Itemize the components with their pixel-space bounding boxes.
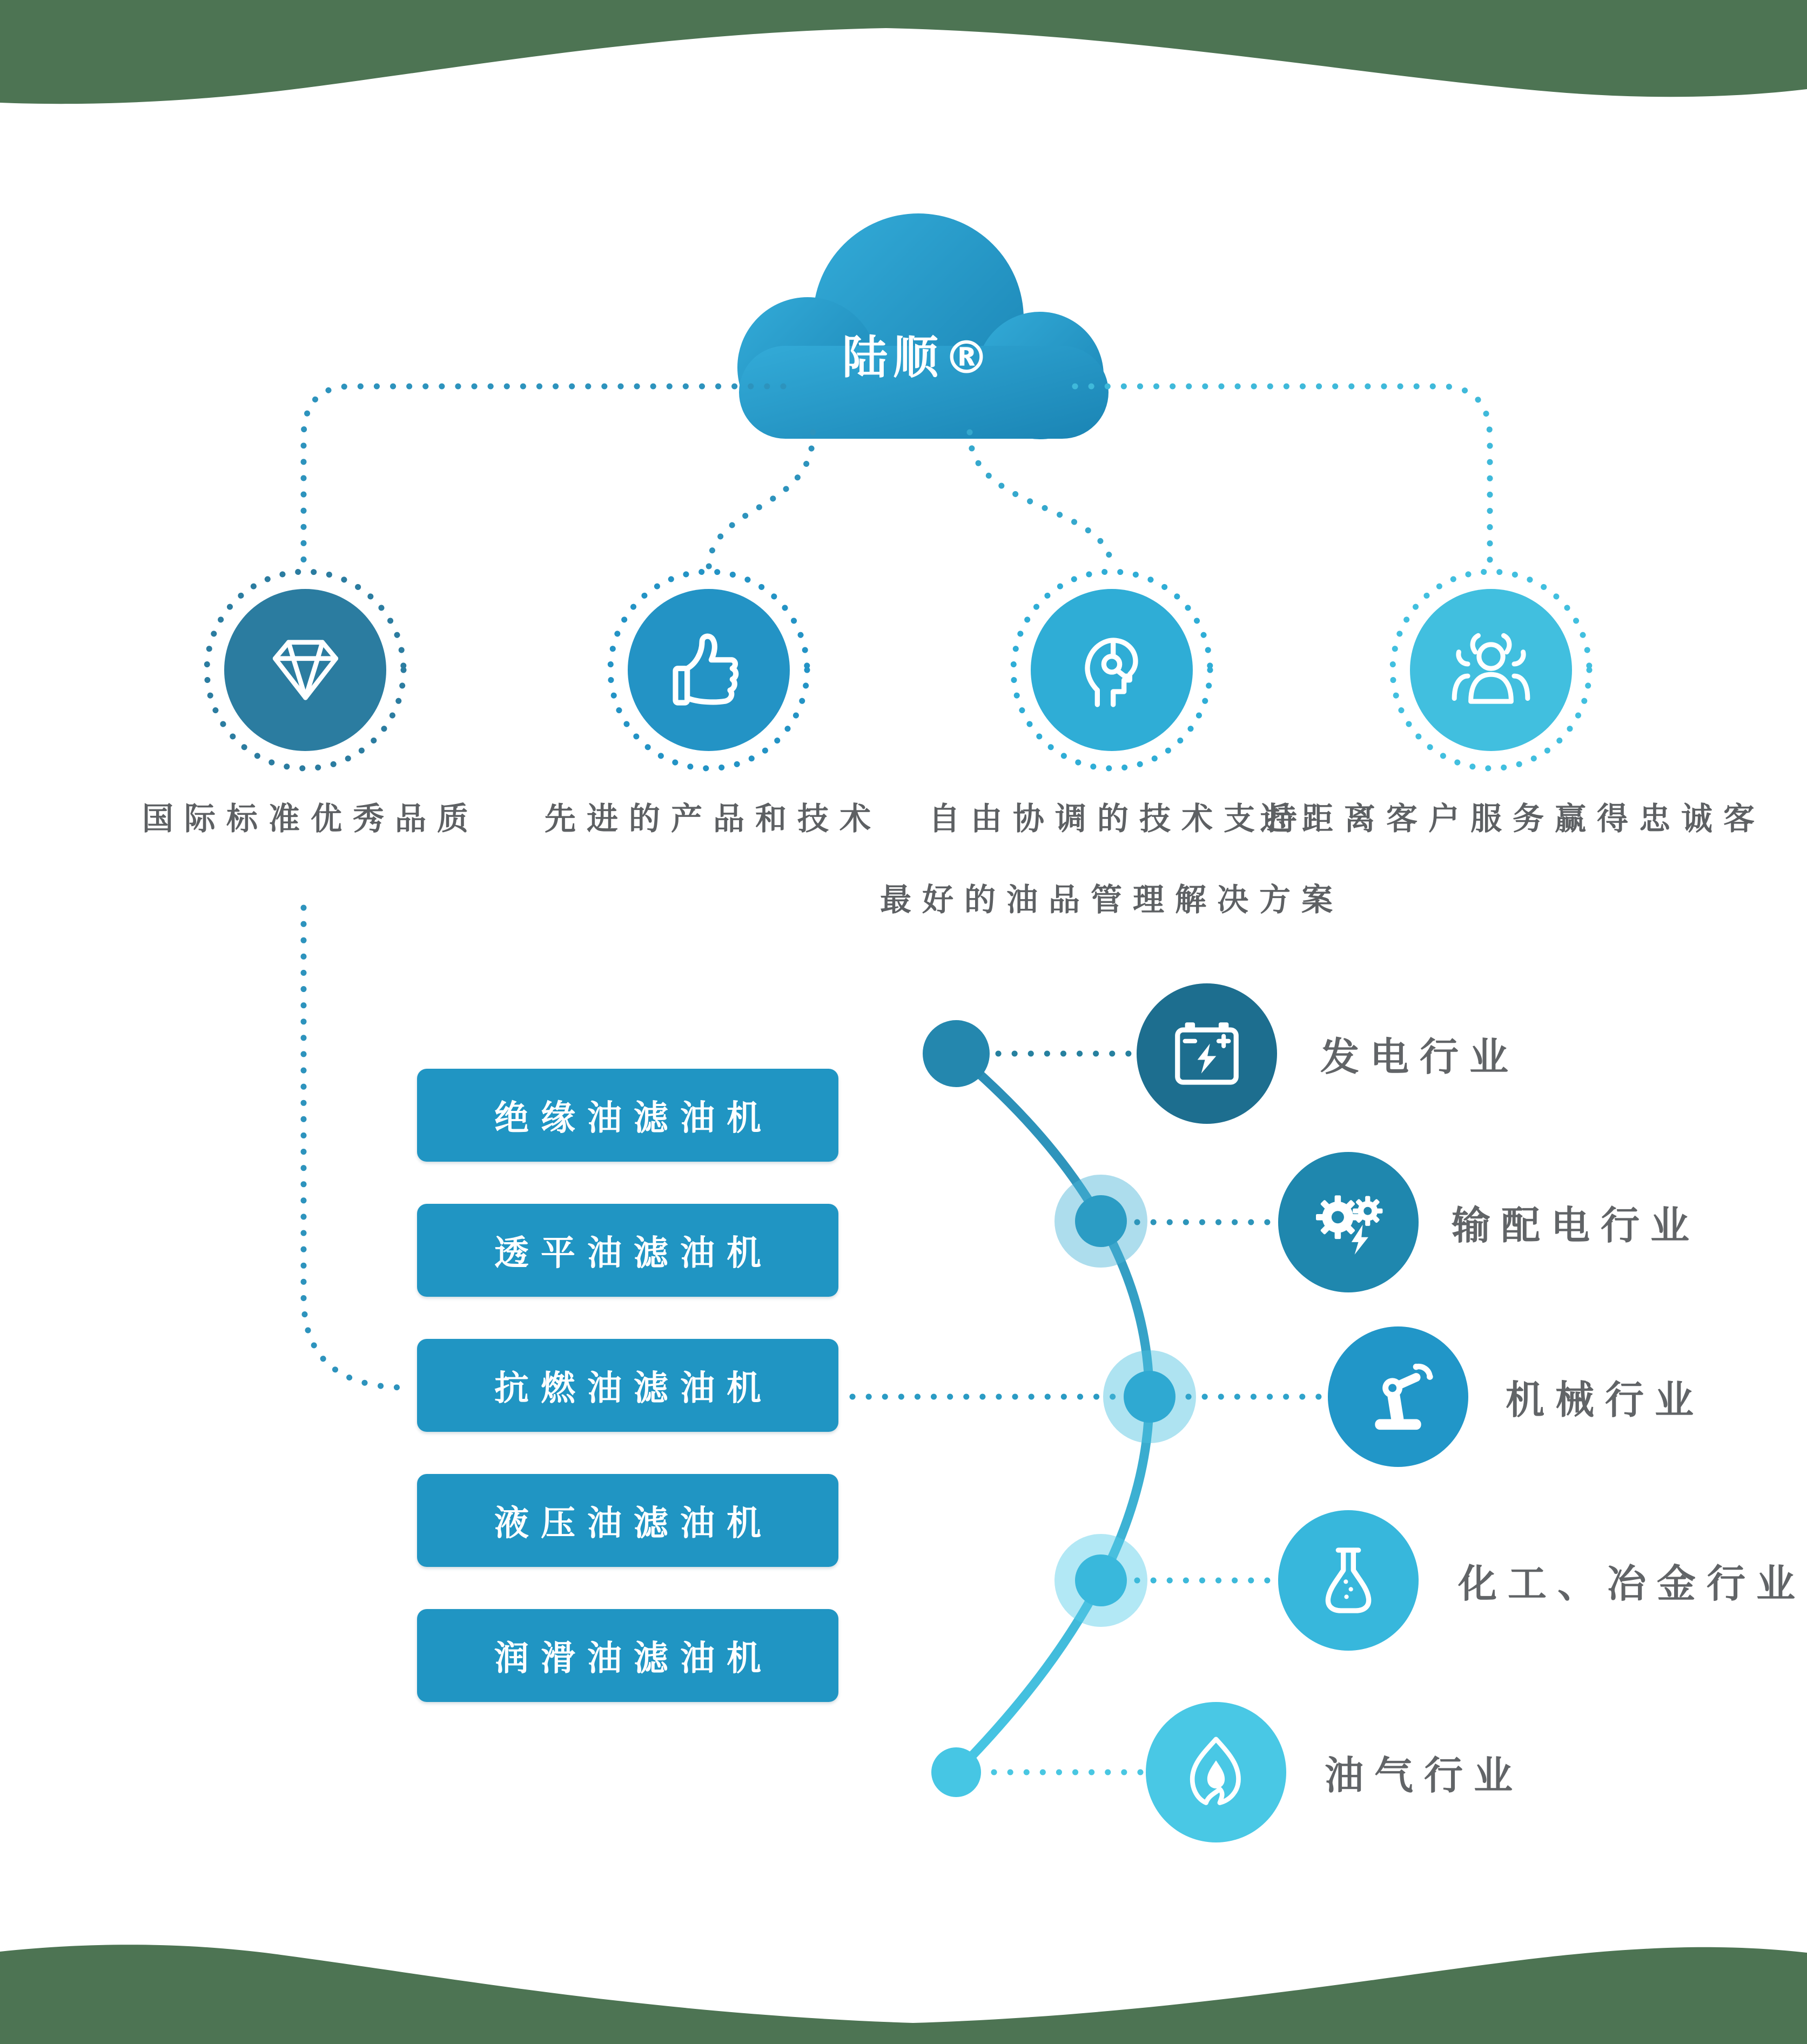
thumbs-up-icon [664,629,754,711]
flask-icon [1311,1543,1386,1618]
product-button-turbine-oil[interactable] [417,1204,838,1297]
gears-icon [1308,1184,1389,1260]
battery-icon [1166,1017,1247,1090]
feature-label-service: 近距离客户服务赢得忠诚客 [1259,800,1766,837]
industry-label-power: 发电行业 [1320,1034,1520,1080]
feature-sublabel-support: 最好的油品管理解决方案 [879,881,1344,918]
industry-circle-chemical [1278,1510,1419,1651]
product-button-label: 液压油滤油机 [494,1504,773,1544]
product-button-label: 透平油滤油机 [494,1234,773,1274]
industry-circle-transmission [1278,1152,1419,1292]
feature-label-quality: 国际标准优秀品质 [142,800,480,837]
product-button-lubricating-oil[interactable] [417,1609,838,1702]
feature-label-products: 先进的产品和技术 [544,800,882,837]
product-button-label: 抗燃油滤油机 [494,1369,773,1409]
brand-cloud-label: 陆顺® [842,331,995,384]
industry-circle-power [1137,983,1277,1124]
industry-label-chemical: 化工、冶金行业 [1458,1561,1806,1606]
industry-circle-oilgas [1146,1702,1286,1842]
feature-circle-products [628,589,790,751]
industry-label-oilgas: 油气行业 [1325,1753,1524,1798]
product-button-insulating-oil[interactable] [417,1069,838,1162]
flame-icon [1178,1732,1254,1813]
diamond-icon [258,632,353,708]
feature-circle-service [1410,589,1572,751]
industry-label-transmission: 输配电行业 [1452,1203,1701,1248]
product-button-hydraulic-oil[interactable] [417,1474,838,1567]
feature-label-support: 自由协调的技术支持 [928,800,1308,837]
robot-arm-icon [1358,1359,1439,1435]
feature-circle-quality [224,589,386,751]
product-button-label: 绝缘油滤油机 [494,1098,773,1138]
product-button-fire-resistant-oil[interactable] [417,1339,838,1432]
industry-label-machinery: 机械行业 [1506,1377,1705,1423]
people-group-icon [1442,629,1540,711]
feature-circle-support [1031,589,1193,751]
industry-circle-machinery [1328,1326,1468,1467]
product-button-label: 润滑油滤油机 [494,1639,773,1679]
headset-person-icon [1069,627,1155,713]
